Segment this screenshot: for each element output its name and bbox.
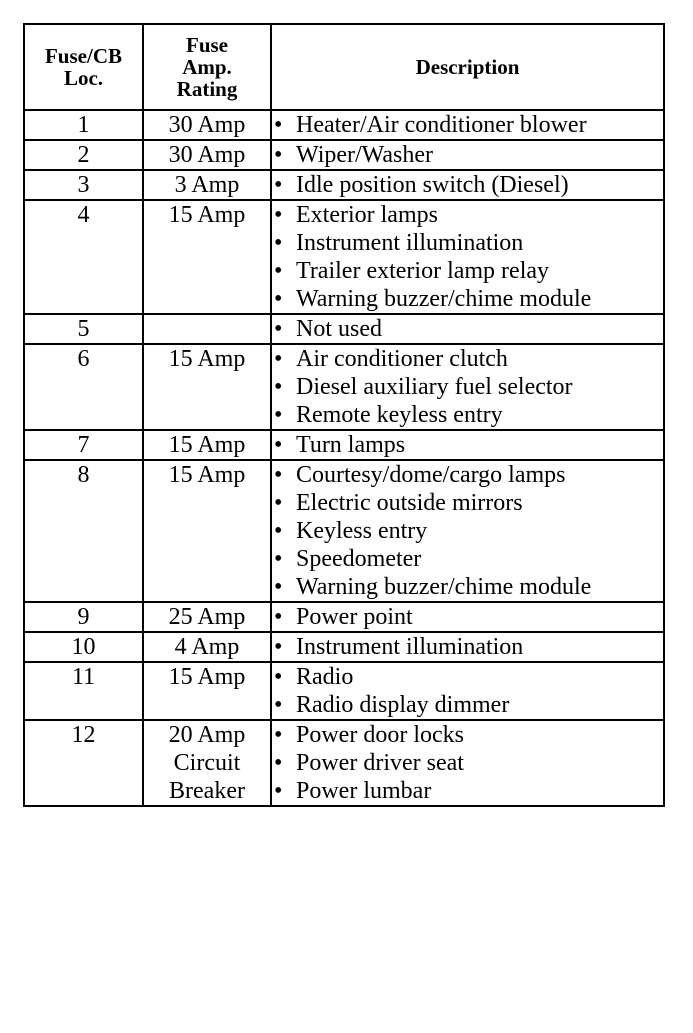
bullet-icon: • (274, 750, 283, 776)
description-item (272, 633, 663, 661)
description-item (272, 663, 663, 691)
table-row (24, 430, 664, 460)
fuse-location-cell: 11 (24, 662, 143, 720)
description-cell (271, 314, 664, 344)
description-text: Warning buzzer/chime module (296, 574, 592, 600)
fuse-amp-rating-cell (143, 602, 271, 632)
bullet-icon: • (274, 574, 283, 600)
amp-rating-text: 30 Amp (168, 112, 246, 138)
fuse-amp-rating-cell (143, 314, 271, 344)
description-list (272, 141, 663, 169)
fuse-location-cell: 6 (24, 344, 143, 430)
fuse-amp-rating-cell (143, 632, 271, 662)
fuse-location-cell: 8 (24, 460, 143, 602)
description-text: Power point (296, 604, 413, 630)
description-item (272, 691, 663, 719)
bullet-icon: • (274, 346, 283, 372)
description-item (272, 721, 663, 749)
bullet-icon: • (274, 462, 283, 488)
description-text: Radio (296, 664, 354, 690)
table-row (24, 662, 664, 720)
description-text: Heater/Air conditioner blower (296, 112, 587, 138)
table-row (24, 170, 664, 200)
description-item (272, 229, 663, 257)
description-item (272, 257, 663, 285)
description-text: Radio display dimmer (296, 692, 510, 718)
bullet-icon: • (274, 722, 283, 748)
table-body (24, 110, 664, 806)
description-text: Instrument illumination (296, 634, 524, 660)
amp-rating-text: 15 Amp (168, 664, 246, 690)
description-list (272, 663, 663, 719)
description-cell (271, 662, 664, 720)
description-item (272, 573, 663, 601)
description-text: Power lumbar (296, 778, 432, 804)
table-row (24, 632, 664, 662)
fuse-location-cell: 7 (24, 430, 143, 460)
description-item (272, 201, 663, 229)
description-item (272, 373, 663, 401)
description-cell (271, 430, 664, 460)
description-cell (271, 110, 664, 140)
table-row (24, 140, 664, 170)
bullet-icon: • (274, 402, 283, 428)
description-text: Exterior lamps (296, 202, 438, 228)
description-list (272, 171, 663, 199)
bullet-icon: • (274, 518, 283, 544)
table-row (24, 344, 664, 430)
description-item (272, 431, 663, 459)
description-text: Turn lamps (296, 432, 406, 458)
description-item (272, 777, 663, 805)
header-amp-line-1: Fuse (186, 33, 228, 57)
description-item (272, 489, 663, 517)
description-text: Not used (296, 316, 382, 342)
description-item (272, 141, 663, 169)
fuse-location-cell: 4 (24, 200, 143, 314)
description-list (272, 603, 663, 631)
table-row (24, 460, 664, 602)
description-cell (271, 602, 664, 632)
table-row (24, 200, 664, 314)
fuse-location-cell: 10 (24, 632, 143, 662)
description-text: Power door locks (296, 722, 464, 748)
table-row (24, 110, 664, 140)
amp-rating-text: 25 Amp (168, 604, 246, 630)
table-row (24, 602, 664, 632)
amp-rating-text: 15 Amp (168, 346, 246, 372)
description-text: Diesel auxiliary fuel selector (296, 374, 573, 400)
fuse-amp-rating-cell (143, 430, 271, 460)
description-item (272, 171, 663, 199)
description-text: Trailer exterior lamp relay (296, 258, 550, 284)
header-description: Description (271, 24, 664, 110)
header-loc-line-1: Fuse/CB (44, 44, 122, 68)
description-list (272, 201, 663, 313)
description-list (272, 431, 663, 459)
fuse-location-cell: 3 (24, 170, 143, 200)
description-text: Wiper/Washer (296, 142, 434, 168)
table-row (24, 720, 664, 806)
description-text: Remote keyless entry (296, 402, 503, 428)
description-list (272, 315, 663, 343)
description-item (272, 285, 663, 313)
header-loc (24, 24, 143, 110)
bullet-icon: • (274, 374, 283, 400)
bullet-icon: • (274, 112, 283, 138)
fuse-amp-rating-cell (143, 110, 271, 140)
header-row (24, 24, 664, 110)
fuse-location-cell: 1 (24, 110, 143, 140)
bullet-icon: • (274, 778, 283, 804)
bullet-icon: • (274, 546, 283, 572)
fuse-table (23, 23, 665, 807)
amp-rating-text: 30 Amp (168, 142, 246, 168)
description-cell (271, 344, 664, 430)
amp-rating-text: 15 Amp (168, 432, 246, 458)
description-item (272, 111, 663, 139)
table-row (24, 314, 664, 344)
description-item (272, 345, 663, 373)
description-text: Electric outside mirrors (296, 490, 523, 516)
fuse-location-cell: 2 (24, 140, 143, 170)
description-list (272, 721, 663, 805)
header-amp (143, 24, 271, 110)
description-item (272, 461, 663, 489)
description-list (272, 461, 663, 601)
description-item (272, 545, 663, 573)
bullet-icon: • (274, 692, 283, 718)
description-text: Air conditioner clutch (296, 346, 508, 372)
header-amp-line-2: Amp. (182, 55, 232, 79)
description-cell (271, 632, 664, 662)
description-cell (271, 170, 664, 200)
fuse-location-cell: 5 (24, 314, 143, 344)
description-cell (271, 200, 664, 314)
fuse-amp-rating-cell (143, 140, 271, 170)
description-item (272, 517, 663, 545)
amp-rating-text: Breaker (169, 778, 245, 804)
amp-rating-text: 3 Amp (174, 172, 240, 198)
description-text: Instrument illumination (296, 230, 524, 256)
description-cell (271, 720, 664, 806)
bullet-icon: • (274, 286, 283, 312)
description-text: Courtesy/dome/cargo lamps (296, 462, 566, 488)
amp-rating-text: Circuit (173, 750, 241, 776)
fuse-amp-rating-cell (143, 720, 271, 806)
description-text: Warning buzzer/chime module (296, 286, 592, 312)
description-item (272, 315, 663, 343)
description-cell (271, 140, 664, 170)
bullet-icon: • (274, 142, 283, 168)
description-item (272, 749, 663, 777)
description-item (272, 603, 663, 631)
bullet-icon: • (274, 432, 283, 458)
description-text: Speedometer (296, 546, 422, 572)
description-list (272, 633, 663, 661)
header-amp-line-3: Rating (176, 77, 238, 101)
fuse-amp-rating-cell (143, 460, 271, 602)
fuse-location-cell: 12 (24, 720, 143, 806)
amp-rating-text: 4 Amp (174, 634, 240, 660)
header-loc-line-2: Loc. (63, 66, 104, 90)
fuse-location-cell: 9 (24, 602, 143, 632)
description-text: Power driver seat (296, 750, 464, 776)
bullet-icon: • (274, 316, 283, 342)
fuse-amp-rating-cell (143, 170, 271, 200)
bullet-icon: • (274, 490, 283, 516)
description-item (272, 401, 663, 429)
amp-rating-text: 20 Amp (168, 722, 246, 748)
bullet-icon: • (274, 258, 283, 284)
bullet-icon: • (274, 664, 283, 690)
fuse-amp-rating-cell (143, 662, 271, 720)
description-text: Idle position switch (Diesel) (296, 172, 569, 198)
amp-rating-text: 15 Amp (168, 202, 246, 228)
fuse-amp-rating-cell (143, 344, 271, 430)
description-text: Keyless entry (296, 518, 428, 544)
description-list (272, 345, 663, 429)
bullet-icon: • (274, 230, 283, 256)
bullet-icon: • (274, 604, 283, 630)
description-cell (271, 460, 664, 602)
amp-rating-text: 15 Amp (168, 462, 246, 488)
bullet-icon: • (274, 634, 283, 660)
bullet-icon: • (274, 202, 283, 228)
fuse-amp-rating-cell (143, 200, 271, 314)
table-header (24, 24, 664, 110)
description-list (272, 111, 663, 139)
bullet-icon: • (274, 172, 283, 198)
